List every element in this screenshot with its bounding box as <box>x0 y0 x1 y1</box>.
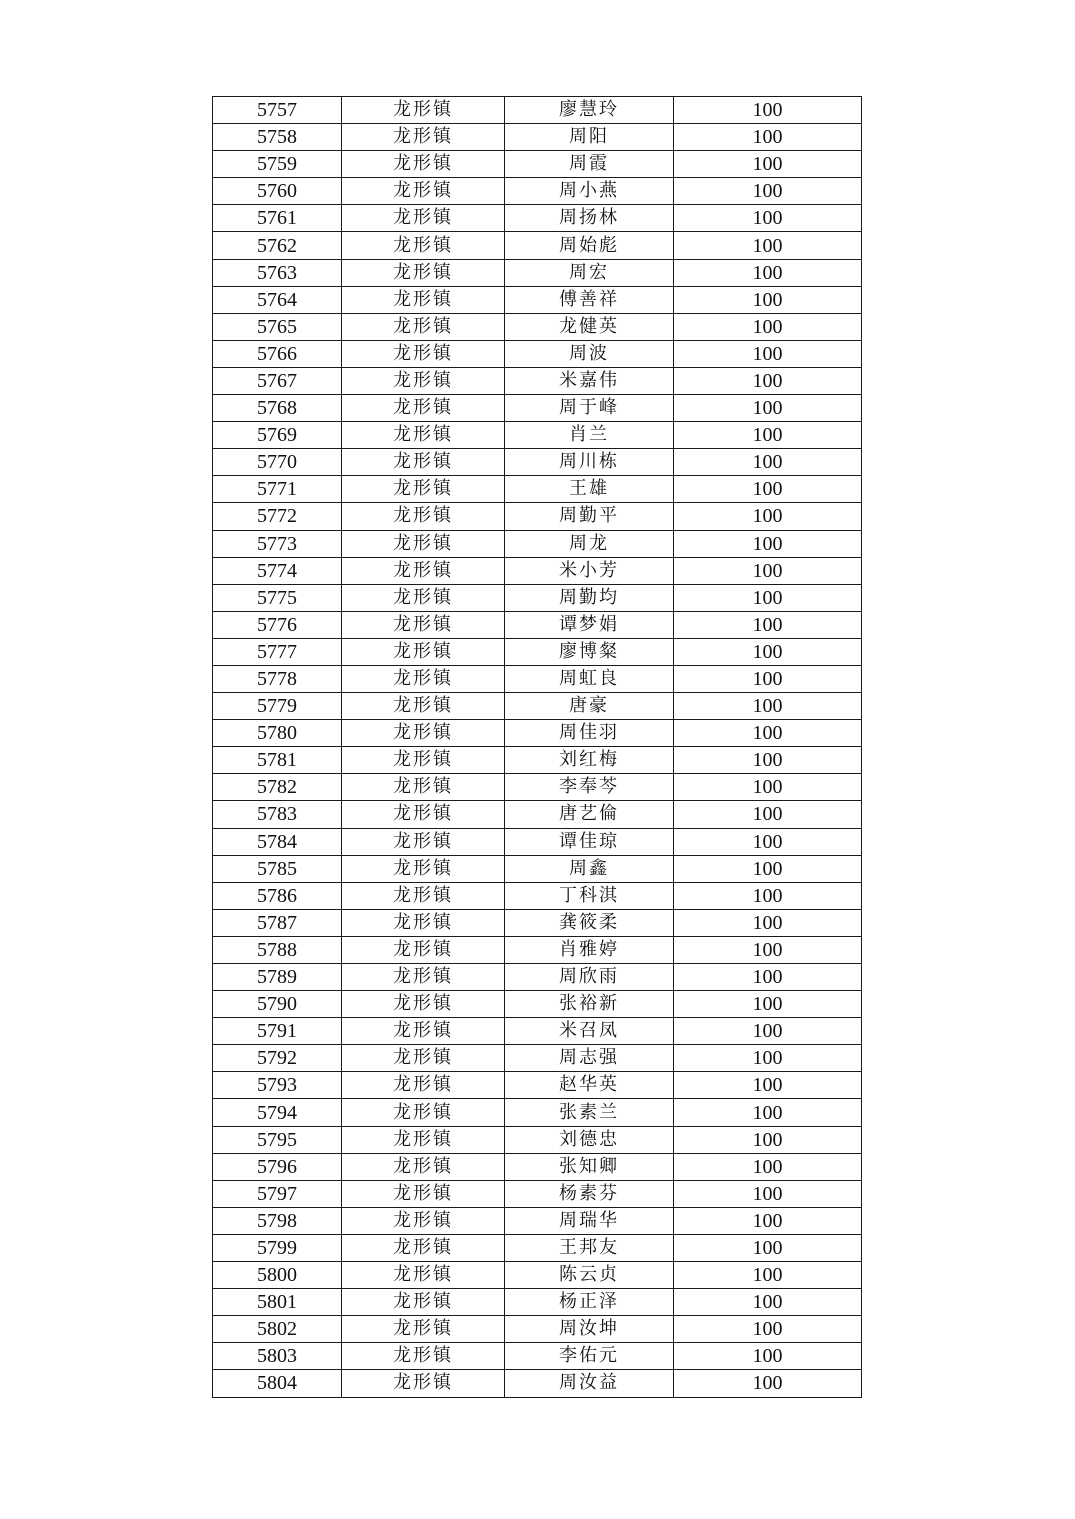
cell-amount: 100 <box>674 1018 862 1045</box>
cell-person-name: 周扬林 <box>505 205 674 232</box>
cell-person-name: 张知卿 <box>505 1153 674 1180</box>
table-row <box>213 747 862 774</box>
cell-person-name: 周汝益 <box>505 1370 674 1397</box>
table-row <box>213 1018 862 1045</box>
table-row <box>213 1153 862 1180</box>
table-row <box>213 1289 862 1316</box>
cell-person-name: 周阳 <box>505 124 674 151</box>
cell-serial-number: 5791 <box>213 1018 342 1045</box>
cell-person-name: 唐豪 <box>505 693 674 720</box>
cell-town: 龙形镇 <box>342 557 505 584</box>
cell-person-name: 刘红梅 <box>505 747 674 774</box>
cell-town: 龙形镇 <box>342 530 505 557</box>
table-row <box>213 909 862 936</box>
cell-person-name: 廖慧玲 <box>505 97 674 124</box>
table-row <box>213 340 862 367</box>
cell-amount: 100 <box>674 1072 862 1099</box>
cell-amount: 100 <box>674 1180 862 1207</box>
table-row <box>213 259 862 286</box>
cell-amount: 100 <box>674 395 862 422</box>
cell-town: 龙形镇 <box>342 1045 505 1072</box>
cell-person-name: 傅善祥 <box>505 286 674 313</box>
cell-serial-number: 5765 <box>213 313 342 340</box>
cell-serial-number: 5798 <box>213 1207 342 1234</box>
cell-town: 龙形镇 <box>342 1207 505 1234</box>
cell-town: 龙形镇 <box>342 1316 505 1343</box>
table-row <box>213 1343 862 1370</box>
cell-serial-number: 5792 <box>213 1045 342 1072</box>
cell-amount: 100 <box>674 151 862 178</box>
cell-town: 龙形镇 <box>342 1099 505 1126</box>
table-row <box>213 1370 862 1397</box>
cell-amount: 100 <box>674 611 862 638</box>
cell-amount: 100 <box>674 828 862 855</box>
cell-town: 龙形镇 <box>342 1262 505 1289</box>
cell-town: 龙形镇 <box>342 124 505 151</box>
cell-amount: 100 <box>674 1370 862 1397</box>
cell-person-name: 周勤均 <box>505 584 674 611</box>
cell-person-name: 周汝坤 <box>505 1316 674 1343</box>
table-row <box>213 991 862 1018</box>
cell-amount: 100 <box>674 503 862 530</box>
cell-serial-number: 5783 <box>213 801 342 828</box>
cell-amount: 100 <box>674 286 862 313</box>
cell-amount: 100 <box>674 1234 862 1261</box>
cell-person-name: 谭梦娟 <box>505 611 674 638</box>
cell-person-name: 谭佳琼 <box>505 828 674 855</box>
cell-serial-number: 5786 <box>213 882 342 909</box>
cell-person-name: 杨素芬 <box>505 1180 674 1207</box>
cell-serial-number: 5781 <box>213 747 342 774</box>
cell-town: 龙形镇 <box>342 1126 505 1153</box>
table-row <box>213 97 862 124</box>
cell-person-name: 张素兰 <box>505 1099 674 1126</box>
cell-serial-number: 5762 <box>213 232 342 259</box>
cell-serial-number: 5804 <box>213 1370 342 1397</box>
cell-serial-number: 5772 <box>213 503 342 530</box>
cell-serial-number: 5787 <box>213 909 342 936</box>
cell-town: 龙形镇 <box>342 720 505 747</box>
table-row <box>213 1316 862 1343</box>
cell-serial-number: 5767 <box>213 367 342 394</box>
cell-town: 龙形镇 <box>342 1234 505 1261</box>
cell-serial-number: 5790 <box>213 991 342 1018</box>
table-row <box>213 774 862 801</box>
cell-amount: 100 <box>674 340 862 367</box>
cell-town: 龙形镇 <box>342 638 505 665</box>
cell-town: 龙形镇 <box>342 1018 505 1045</box>
table-row <box>213 882 862 909</box>
cell-person-name: 陈云贞 <box>505 1262 674 1289</box>
cell-serial-number: 5777 <box>213 638 342 665</box>
cell-town: 龙形镇 <box>342 747 505 774</box>
cell-town: 龙形镇 <box>342 936 505 963</box>
cell-amount: 100 <box>674 1262 862 1289</box>
cell-person-name: 赵华英 <box>505 1072 674 1099</box>
cell-person-name: 王邦友 <box>505 1234 674 1261</box>
cell-amount: 100 <box>674 909 862 936</box>
table-row <box>213 124 862 151</box>
cell-serial-number: 5785 <box>213 855 342 882</box>
cell-amount: 100 <box>674 476 862 503</box>
cell-town: 龙形镇 <box>342 801 505 828</box>
cell-serial-number: 5758 <box>213 124 342 151</box>
cell-amount: 100 <box>674 855 862 882</box>
cell-serial-number: 5764 <box>213 286 342 313</box>
cell-town: 龙形镇 <box>342 774 505 801</box>
cell-person-name: 周波 <box>505 340 674 367</box>
cell-serial-number: 5761 <box>213 205 342 232</box>
cell-person-name: 周龙 <box>505 530 674 557</box>
cell-serial-number: 5796 <box>213 1153 342 1180</box>
cell-town: 龙形镇 <box>342 395 505 422</box>
cell-amount: 100 <box>674 584 862 611</box>
cell-town: 龙形镇 <box>342 313 505 340</box>
cell-person-name: 周鑫 <box>505 855 674 882</box>
cell-person-name: 肖雅婷 <box>505 936 674 963</box>
cell-town: 龙形镇 <box>342 1370 505 1397</box>
cell-person-name: 王雄 <box>505 476 674 503</box>
roster-table-body <box>213 97 862 1398</box>
cell-town: 龙形镇 <box>342 449 505 476</box>
table-row <box>213 1234 862 1261</box>
cell-person-name: 周霞 <box>505 151 674 178</box>
cell-serial-number: 5784 <box>213 828 342 855</box>
table-row <box>213 449 862 476</box>
table-row <box>213 855 862 882</box>
cell-serial-number: 5771 <box>213 476 342 503</box>
cell-amount: 100 <box>674 367 862 394</box>
table-row <box>213 1207 862 1234</box>
cell-town: 龙形镇 <box>342 422 505 449</box>
cell-town: 龙形镇 <box>342 151 505 178</box>
table-row <box>213 557 862 584</box>
table-row <box>213 1099 862 1126</box>
cell-serial-number: 5788 <box>213 936 342 963</box>
cell-town: 龙形镇 <box>342 828 505 855</box>
cell-serial-number: 5763 <box>213 259 342 286</box>
cell-person-name: 杨正泽 <box>505 1289 674 1316</box>
cell-town: 龙形镇 <box>342 964 505 991</box>
cell-person-name: 周佳羽 <box>505 720 674 747</box>
cell-serial-number: 5793 <box>213 1072 342 1099</box>
cell-person-name: 龙健英 <box>505 313 674 340</box>
cell-serial-number: 5759 <box>213 151 342 178</box>
cell-amount: 100 <box>674 1099 862 1126</box>
cell-town: 龙形镇 <box>342 232 505 259</box>
cell-person-name: 周欣雨 <box>505 964 674 991</box>
table-row <box>213 286 862 313</box>
cell-town: 龙形镇 <box>342 1343 505 1370</box>
cell-town: 龙形镇 <box>342 476 505 503</box>
cell-serial-number: 5760 <box>213 178 342 205</box>
cell-serial-number: 5797 <box>213 1180 342 1207</box>
cell-amount: 100 <box>674 801 862 828</box>
cell-person-name: 周川栋 <box>505 449 674 476</box>
cell-person-name: 肖兰 <box>505 422 674 449</box>
cell-amount: 100 <box>674 747 862 774</box>
table-row <box>213 476 862 503</box>
table-row <box>213 232 862 259</box>
cell-amount: 100 <box>674 991 862 1018</box>
cell-serial-number: 5794 <box>213 1099 342 1126</box>
cell-serial-number: 5802 <box>213 1316 342 1343</box>
table-row <box>213 395 862 422</box>
cell-serial-number: 5778 <box>213 665 342 692</box>
cell-person-name: 刘德忠 <box>505 1126 674 1153</box>
table-row <box>213 313 862 340</box>
cell-serial-number: 5768 <box>213 395 342 422</box>
cell-amount: 100 <box>674 232 862 259</box>
cell-amount: 100 <box>674 964 862 991</box>
table-row <box>213 151 862 178</box>
cell-town: 龙形镇 <box>342 205 505 232</box>
cell-serial-number: 5795 <box>213 1126 342 1153</box>
cell-person-name: 周瑞华 <box>505 1207 674 1234</box>
cell-amount: 100 <box>674 720 862 747</box>
cell-person-name: 米小芳 <box>505 557 674 584</box>
cell-amount: 100 <box>674 422 862 449</box>
cell-serial-number: 5770 <box>213 449 342 476</box>
cell-person-name: 周始彪 <box>505 232 674 259</box>
cell-serial-number: 5801 <box>213 1289 342 1316</box>
table-row <box>213 530 862 557</box>
cell-amount: 100 <box>674 1316 862 1343</box>
cell-town: 龙形镇 <box>342 991 505 1018</box>
cell-town: 龙形镇 <box>342 259 505 286</box>
cell-town: 龙形镇 <box>342 178 505 205</box>
cell-amount: 100 <box>674 124 862 151</box>
cell-town: 龙形镇 <box>342 611 505 638</box>
cell-amount: 100 <box>674 665 862 692</box>
cell-person-name: 李佑元 <box>505 1343 674 1370</box>
cell-person-name: 周于峰 <box>505 395 674 422</box>
table-row <box>213 367 862 394</box>
cell-amount: 100 <box>674 693 862 720</box>
cell-town: 龙形镇 <box>342 367 505 394</box>
cell-amount: 100 <box>674 638 862 665</box>
cell-serial-number: 5776 <box>213 611 342 638</box>
cell-town: 龙形镇 <box>342 503 505 530</box>
cell-town: 龙形镇 <box>342 286 505 313</box>
table-row <box>213 1072 862 1099</box>
cell-town: 龙形镇 <box>342 584 505 611</box>
cell-amount: 100 <box>674 1289 862 1316</box>
cell-amount: 100 <box>674 1045 862 1072</box>
table-row <box>213 1045 862 1072</box>
table-row <box>213 178 862 205</box>
cell-amount: 100 <box>674 882 862 909</box>
cell-serial-number: 5766 <box>213 340 342 367</box>
cell-person-name: 周勤平 <box>505 503 674 530</box>
cell-person-name: 周虹良 <box>505 665 674 692</box>
cell-person-name: 李奉芩 <box>505 774 674 801</box>
table-row <box>213 828 862 855</box>
cell-person-name: 龚筱柔 <box>505 909 674 936</box>
cell-serial-number: 5800 <box>213 1262 342 1289</box>
cell-person-name: 周志强 <box>505 1045 674 1072</box>
table-row <box>213 422 862 449</box>
cell-person-name: 丁科淇 <box>505 882 674 909</box>
cell-serial-number: 5789 <box>213 964 342 991</box>
cell-amount: 100 <box>674 1343 862 1370</box>
cell-amount: 100 <box>674 259 862 286</box>
cell-amount: 100 <box>674 313 862 340</box>
cell-town: 龙形镇 <box>342 855 505 882</box>
table-row <box>213 964 862 991</box>
table-row <box>213 1180 862 1207</box>
table-row <box>213 1262 862 1289</box>
cell-amount: 100 <box>674 774 862 801</box>
table-row <box>213 693 862 720</box>
cell-town: 龙形镇 <box>342 340 505 367</box>
cell-amount: 100 <box>674 1153 862 1180</box>
cell-amount: 100 <box>674 97 862 124</box>
cell-person-name: 米嘉伟 <box>505 367 674 394</box>
table-row <box>213 638 862 665</box>
cell-town: 龙形镇 <box>342 97 505 124</box>
cell-serial-number: 5803 <box>213 1343 342 1370</box>
cell-town: 龙形镇 <box>342 1180 505 1207</box>
cell-person-name: 周宏 <box>505 259 674 286</box>
cell-serial-number: 5757 <box>213 97 342 124</box>
table-row <box>213 205 862 232</box>
cell-serial-number: 5780 <box>213 720 342 747</box>
table-row <box>213 503 862 530</box>
table-row <box>213 936 862 963</box>
table-row <box>213 801 862 828</box>
roster-table <box>212 96 862 1398</box>
cell-amount: 100 <box>674 1126 862 1153</box>
cell-serial-number: 5782 <box>213 774 342 801</box>
cell-person-name: 张裕新 <box>505 991 674 1018</box>
cell-person-name: 唐艺倫 <box>505 801 674 828</box>
cell-person-name: 廖博粲 <box>505 638 674 665</box>
cell-serial-number: 5779 <box>213 693 342 720</box>
cell-town: 龙形镇 <box>342 1289 505 1316</box>
cell-serial-number: 5769 <box>213 422 342 449</box>
table-row <box>213 720 862 747</box>
cell-town: 龙形镇 <box>342 1153 505 1180</box>
cell-amount: 100 <box>674 1207 862 1234</box>
cell-amount: 100 <box>674 530 862 557</box>
cell-town: 龙形镇 <box>342 665 505 692</box>
cell-serial-number: 5773 <box>213 530 342 557</box>
cell-town: 龙形镇 <box>342 1072 505 1099</box>
table-row <box>213 665 862 692</box>
cell-amount: 100 <box>674 205 862 232</box>
cell-town: 龙形镇 <box>342 693 505 720</box>
cell-town: 龙形镇 <box>342 882 505 909</box>
table-row <box>213 584 862 611</box>
cell-amount: 100 <box>674 449 862 476</box>
table-row <box>213 611 862 638</box>
cell-amount: 100 <box>674 557 862 584</box>
cell-serial-number: 5775 <box>213 584 342 611</box>
cell-town: 龙形镇 <box>342 909 505 936</box>
cell-amount: 100 <box>674 178 862 205</box>
cell-amount: 100 <box>674 936 862 963</box>
cell-serial-number: 5799 <box>213 1234 342 1261</box>
cell-person-name: 米召凤 <box>505 1018 674 1045</box>
cell-serial-number: 5774 <box>213 557 342 584</box>
table-row <box>213 1126 862 1153</box>
cell-person-name: 周小燕 <box>505 178 674 205</box>
